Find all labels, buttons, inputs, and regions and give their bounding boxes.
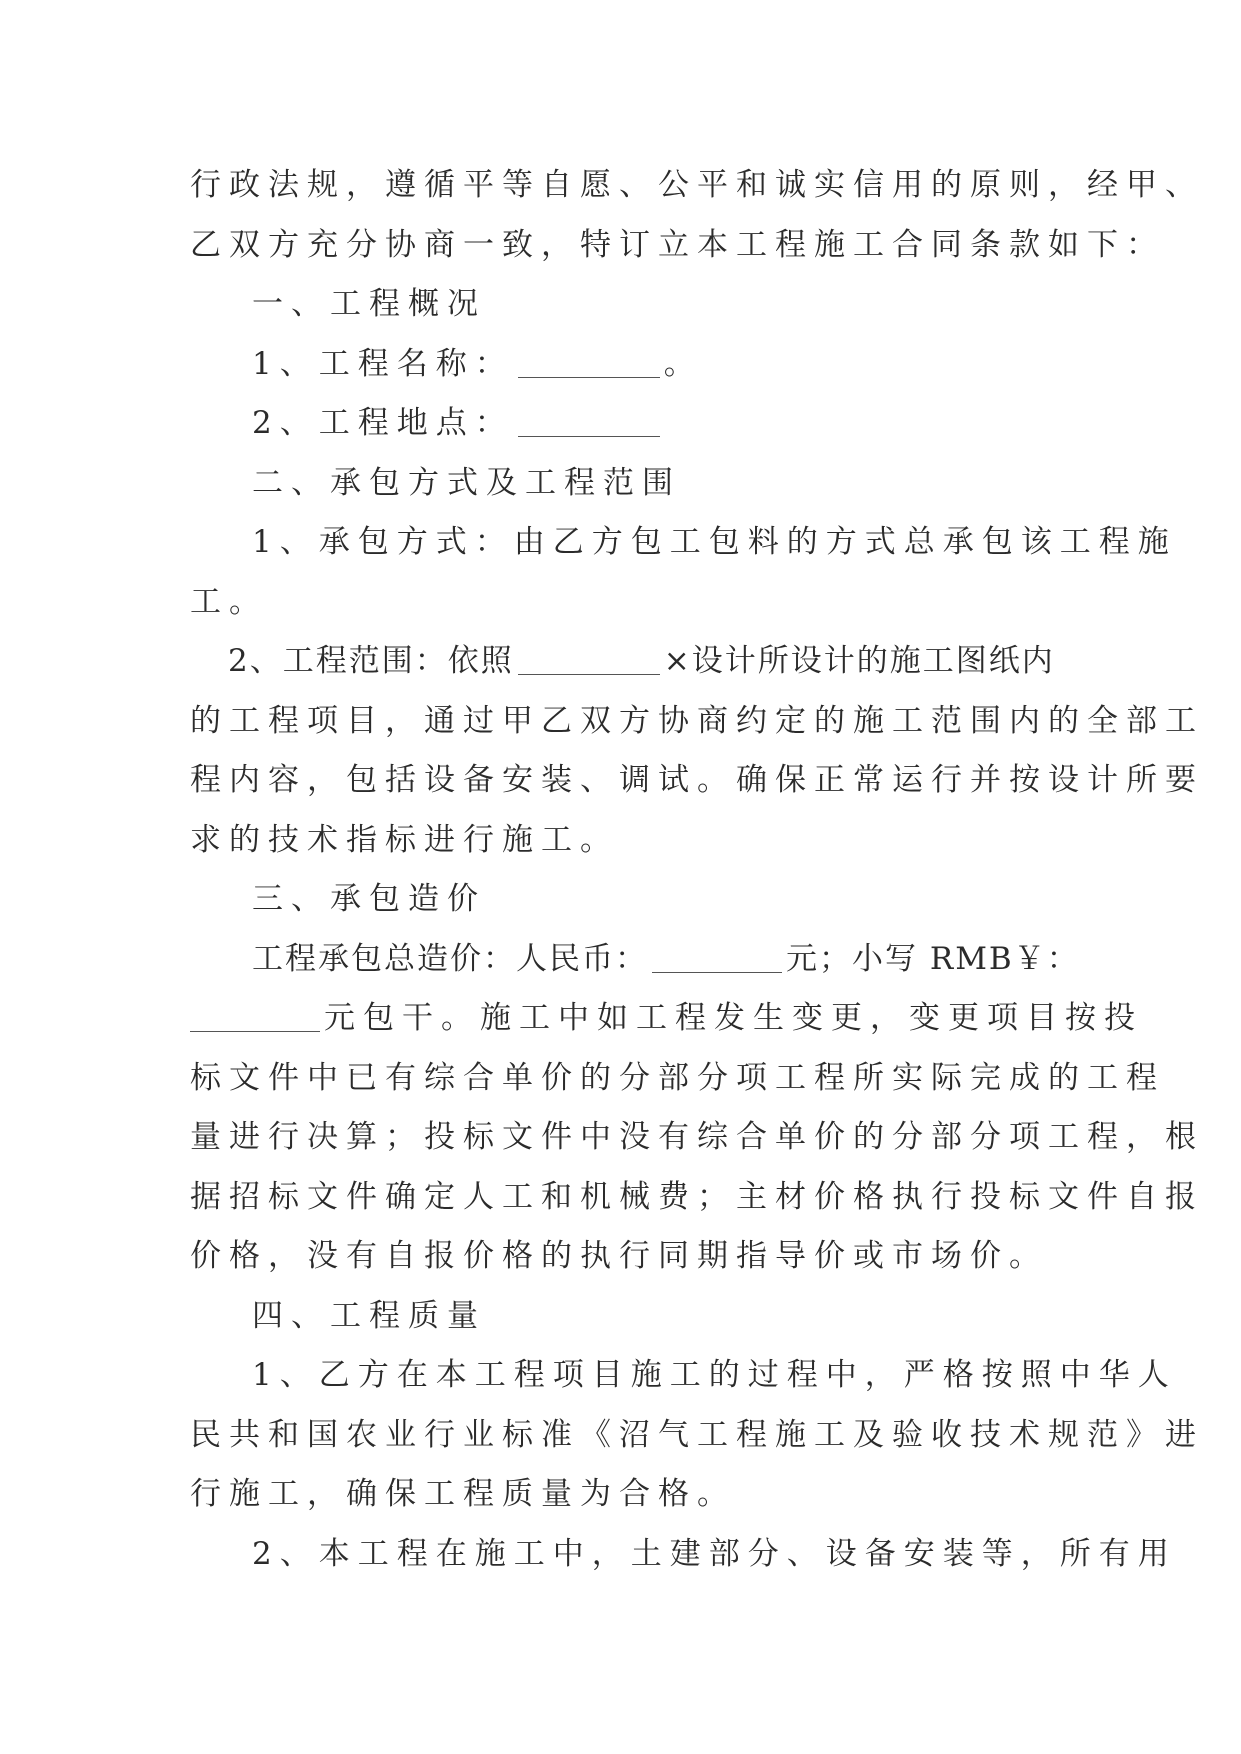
project-name-blank[interactable] xyxy=(518,347,660,378)
lump-sum-text: 元包干。施工中如工程发生变更，变更项目按投 xyxy=(324,1000,1143,1036)
total-price-label: 工程承包总造价：人民币： xyxy=(252,940,648,977)
paragraph-line: 程内容，包括设备安装、调试。确保正常运行并按设计所要 xyxy=(190,762,1204,798)
project-name-end: 。 xyxy=(663,345,703,382)
project-scope-line xyxy=(190,632,1080,692)
project-scope-label: 2、工程范围：依照 xyxy=(228,643,514,679)
project-scope-text: ×设计所设计的施工图纸内 xyxy=(663,643,1055,679)
project-location-blank[interactable] xyxy=(518,406,660,437)
paragraph-line: 量进行决算；投标文件中没有综合单价的分部分项工程，根 xyxy=(190,1119,1204,1155)
paragraph-line: 求的技术指标进行施工。 xyxy=(190,821,619,858)
paragraph-line: 乙双方充分协商一致，特订立本工程施工合同条款如下： xyxy=(190,226,1165,263)
total-price-rmb-label: 元；小写 RMB￥： xyxy=(786,940,1080,977)
paragraph-line: 的工程项目，通过甲乙双方协商约定的施工范围内的全部工 xyxy=(190,702,1204,739)
project-location-label: 2、工程地点： xyxy=(252,405,514,441)
project-name-label: 1、工程名称： xyxy=(252,345,514,382)
section-heading-quality: 四、工程质量 xyxy=(252,1297,486,1334)
project-scope-blank[interactable] xyxy=(518,644,660,675)
total-price-line xyxy=(190,930,1080,990)
paragraph-line: 行施工，确保工程质量为合格。 xyxy=(190,1476,736,1512)
total-price-blank[interactable] xyxy=(652,942,782,973)
paragraph-line: 民共和国农业行业标准《沼气工程施工及验收技术规范》进 xyxy=(190,1416,1204,1453)
project-location-line xyxy=(190,394,1080,454)
lump-sum-blank[interactable] xyxy=(190,1001,320,1032)
paragraph-line: 据招标文件确定人工和机械费；主材价格执行投标文件自报 xyxy=(190,1178,1204,1215)
section-heading-price: 三、承包造价 xyxy=(252,881,486,917)
section-heading-contract-method: 二、承包方式及工程范围 xyxy=(252,464,681,501)
paragraph-line: 1、乙方在本工程项目施工的过程中，严格按照中华人 xyxy=(252,1357,1177,1393)
paragraph-line: 2、本工程在施工中，土建部分、设备安装等，所有用 xyxy=(252,1535,1177,1572)
section-heading-overview: 一、工程概况 xyxy=(252,286,486,322)
paragraph-line: 1、承包方式：由乙方包工包料的方式总承包该工程施 xyxy=(252,524,1177,560)
document-body xyxy=(190,156,1204,1584)
paragraph-line: 工。 xyxy=(190,583,268,620)
paragraph-line: 行政法规，遵循平等自愿、公平和诚实信用的原则，经甲、 xyxy=(190,167,1204,203)
lump-sum-line xyxy=(190,989,1143,1049)
paragraph-line: 价格，没有自报价格的执行同期指导价或市场价。 xyxy=(190,1238,1048,1274)
paragraph-line: 标文件中已有综合单价的分部分项工程所实际完成的工程 xyxy=(190,1059,1165,1096)
project-name-line xyxy=(190,335,1080,395)
